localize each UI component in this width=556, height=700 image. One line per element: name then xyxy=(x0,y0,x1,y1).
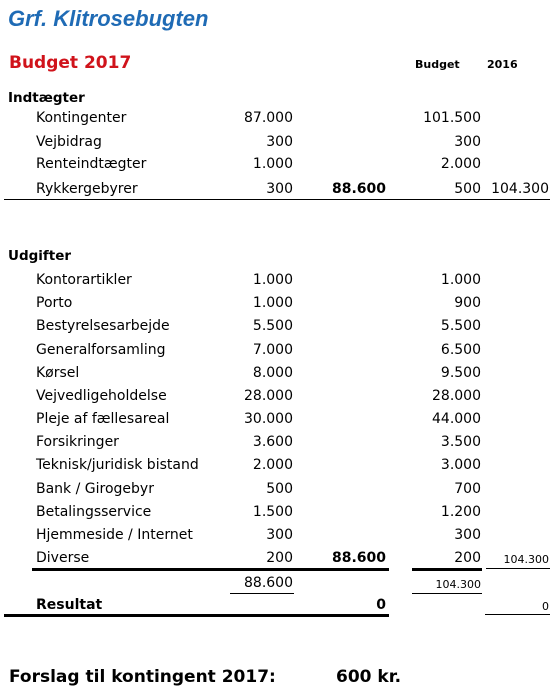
expense-prev-value: 900 xyxy=(454,295,481,311)
income-prev-value: 500 xyxy=(454,181,481,197)
expense-prev-value: 300 xyxy=(454,527,481,543)
sum-underline xyxy=(230,593,294,594)
expense-budget-value: 5.500 xyxy=(252,318,293,334)
expense-prev-total-line xyxy=(412,568,482,571)
expense-label: Forsikringer xyxy=(36,434,119,450)
expense-prev-value: 6.500 xyxy=(440,342,481,358)
membership-proposal-label: Forslag til kontingent 2017: xyxy=(9,667,276,687)
income-label: Renteindtægter xyxy=(36,156,147,172)
expense-budget-value: 500 xyxy=(266,481,293,497)
result-budget: 0 xyxy=(376,597,386,613)
income-total-prev: 104.300 xyxy=(491,181,549,197)
expense-label: Diverse xyxy=(36,550,90,566)
expense-prev-value: 28.000 xyxy=(432,388,481,404)
sum-prev-underline xyxy=(412,593,482,594)
income-label: Rykkergebyrer xyxy=(36,181,138,197)
result-label: Resultat xyxy=(36,597,103,613)
income-budget-value: 1.000 xyxy=(252,156,293,172)
expense-prev-value: 44.000 xyxy=(432,411,481,427)
income-budget-value: 300 xyxy=(266,181,293,197)
expense-label: Bestyrelsesarbejde xyxy=(36,318,170,334)
expense-label: Generalforsamling xyxy=(36,342,166,358)
expense-label: Vejvedligeholdelse xyxy=(36,388,167,404)
expense-total-line xyxy=(32,568,389,571)
expense-prev-value: 3.000 xyxy=(440,457,481,473)
expense-budget-value: 1.000 xyxy=(252,272,293,288)
income-prev-value: 2.000 xyxy=(440,156,481,172)
income-prev-value: 300 xyxy=(454,134,481,150)
income-budget-value: 87.000 xyxy=(244,110,293,126)
expense-prev-value: 200 xyxy=(454,550,481,566)
expense-label: Kontorartikler xyxy=(36,272,132,288)
budget-title: Budget 2017 xyxy=(9,53,132,73)
income-budget-value: 300 xyxy=(266,134,293,150)
expense-sum-prev: 104.300 xyxy=(435,578,481,591)
expense-label: Pleje af fællesareal xyxy=(36,411,170,427)
income-divider xyxy=(4,199,550,200)
expense-budget-value: 300 xyxy=(266,527,293,543)
expense-budget-value: 1.000 xyxy=(252,295,293,311)
expense-prev-value: 5.500 xyxy=(440,318,481,334)
expense-prev-value: 1.200 xyxy=(440,504,481,520)
expense-2016-total-line xyxy=(486,568,550,569)
membership-proposal-value: 600 kr. xyxy=(336,667,402,687)
expense-label: Porto xyxy=(36,295,73,311)
expense-label: Bank / Girogebyr xyxy=(36,481,154,497)
column-header-budget: Budget xyxy=(415,58,460,71)
expense-sum-budget: 88.600 xyxy=(244,575,293,591)
column-header-2016: 2016 xyxy=(487,58,518,71)
expense-label: Betalingsservice xyxy=(36,504,152,520)
expense-budget-value: 1.500 xyxy=(252,504,293,520)
expense-prev-value: 3.500 xyxy=(440,434,481,450)
expense-prev-value: 9.500 xyxy=(440,365,481,381)
expense-budget-value: 30.000 xyxy=(244,411,293,427)
result-prev: 0 xyxy=(542,600,549,613)
expense-budget-value: 2.000 xyxy=(252,457,293,473)
expense-total-budget: 88.600 xyxy=(331,550,386,566)
expense-budget-value: 28.000 xyxy=(244,388,293,404)
expense-budget-value: 8.000 xyxy=(252,365,293,381)
result-double-line xyxy=(4,614,389,617)
expense-budget-value: 7.000 xyxy=(252,342,293,358)
expense-budget-value: 3.600 xyxy=(252,434,293,450)
result-prev-line xyxy=(485,614,550,615)
income-heading: Indtægter xyxy=(8,90,85,106)
expense-label: Hjemmeside / Internet xyxy=(36,527,193,543)
expense-label: Kørsel xyxy=(36,365,80,381)
income-label: Vejbidrag xyxy=(36,134,102,150)
income-prev-value: 101.500 xyxy=(423,110,481,126)
income-label: Kontingenter xyxy=(36,110,127,126)
expenses-heading: Udgifter xyxy=(8,248,72,264)
expense-label: Teknisk/juridisk bistand xyxy=(36,457,199,473)
expense-budget-value: 200 xyxy=(266,550,293,566)
expense-prev-value: 1.000 xyxy=(440,272,481,288)
expense-prev-value: 700 xyxy=(454,481,481,497)
expense-total-prev: 104.300 xyxy=(503,553,549,566)
document-title: Grf. Klitrosebugten xyxy=(8,6,209,31)
income-total-budget: 88.600 xyxy=(331,181,386,197)
